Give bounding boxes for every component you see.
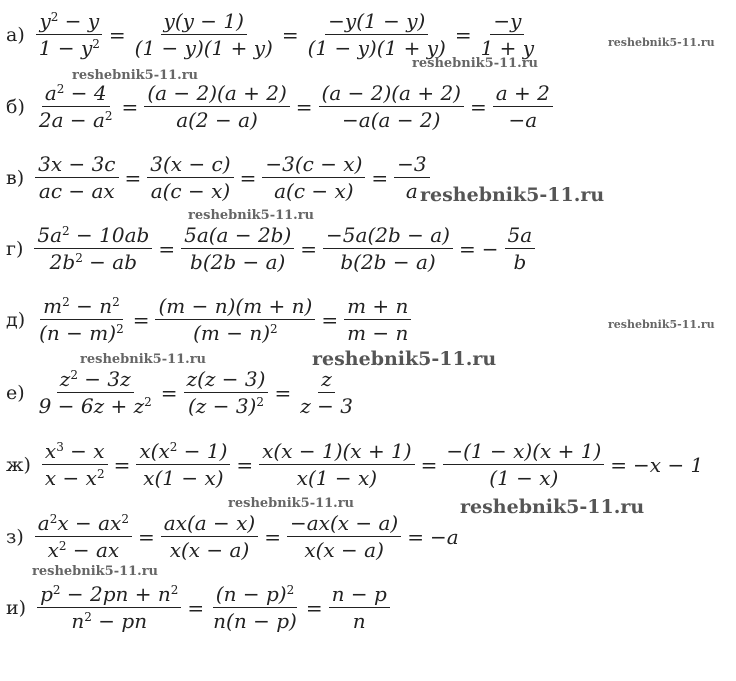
fraction: $\frac{x^3 - x}{x - x^2}$ xyxy=(42,438,108,491)
watermark: reshebnik5-11.ru xyxy=(72,68,199,83)
fraction: $\frac{a^2x - ax^2}{x^2 - ax}$ xyxy=(35,510,132,563)
watermark: reshebnik5-11.ru xyxy=(188,208,315,223)
fraction: $\frac{m + n}{m - n}$ xyxy=(344,293,411,346)
line-e: е) $\frac{z^2 - 3z}{9 - 6z + z^2}$ = $\frac{z(z - 3)}{(z - 3)^2}$ = $\frac{z}{z - 3}$ xyxy=(6,366,359,419)
watermark: reshebnik5-11.ru xyxy=(420,184,605,206)
fraction: $\frac{(a - 2)(a + 2)}{a(2 - a)}$ xyxy=(144,80,289,133)
label-zh: ж) xyxy=(6,453,31,476)
label-g: г) xyxy=(6,237,24,260)
fraction: $\frac{-5a(2b - a)}{b(2b - a)}$ xyxy=(323,222,453,275)
line-v: в) $\frac{3x - 3c}{ac - ax}$ = $\frac{3(x - c)}{a(c - x)}$ = $\frac{-3(c - x)}{a(c - x)}$ = $\frac{-3}{a}$ xyxy=(6,151,433,204)
watermark: reshebnik5-11.ru xyxy=(312,348,497,370)
fraction: $\frac{p^2 - 2pn + n^2}{n^2 - pn}$ xyxy=(37,581,181,634)
line-b: б) $\frac{a^2 - 4}{2a - a^2}$ = $\frac{(a - 2)(a + 2)}{a(2 - a)}$ = $\frac{(a - 2)(a + 2)}{-a(a - 2)}$ = $\frac{a + 2}{-a}$ xyxy=(6,80,556,133)
fraction: $\frac{5a}{b}$ xyxy=(505,222,536,275)
fraction: $\frac{z(z - 3)}{(z - 3)^2}$ xyxy=(184,366,269,419)
line-zh: ж) $\frac{x^3 - x}{x - x^2}$ = $\frac{x(x^2 - 1)}{x(1 - x)}$ = $\frac{x(x - 1)(x + 1)}{x(1 - x)}$ = $\frac{-(1 - x)(x + 1)}{(1 - x)}$ = −x − 1 xyxy=(6,439,704,490)
label-a: а) xyxy=(6,23,25,46)
label-z: з) xyxy=(6,525,24,548)
fraction: $\frac{m^2 - n^2}{(n - m)^2}$ xyxy=(39,294,124,345)
fraction: $\frac{-(1 - x)(x + 1)}{(1 - x)}$ xyxy=(443,438,604,491)
fraction: $\frac{a^2 - 4}{2a - a^2}$ xyxy=(38,81,113,132)
fraction: $\frac{3(x - c)}{a(c - x)}$ xyxy=(147,151,233,204)
label-d: д) xyxy=(6,308,26,331)
watermark: reshebnik5-11.ru xyxy=(412,56,539,71)
fraction: $\frac{n - p}{n}$ xyxy=(329,581,390,634)
line-z: з) $\frac{a^2x - ax^2}{x^2 - ax}$ = $\frac{ax(a - x)}{x(x - a)}$ = $\frac{-ax(x - a)}{x(x - a)}$ = −a xyxy=(6,511,459,562)
fraction: $\frac{(a - 2)(a + 2)}{-a(a - 2)}$ xyxy=(319,80,464,133)
result: −x − 1 xyxy=(633,452,704,477)
fraction: $\frac{(m - n)(m + n)}{(m - n)^2}$ xyxy=(155,293,315,346)
fraction: $\frac{z^2 - 3z}{9 - 6z + z^2}$ xyxy=(38,367,152,418)
fraction: $\frac{-3(c - x)}{a(c - x)}$ xyxy=(262,151,365,204)
fraction: $\frac{ax(a - x)}{x(x - a)}$ xyxy=(161,510,258,563)
watermark: reshebnik5-11.ru xyxy=(228,496,355,511)
fraction: $\frac{3x - 3c}{ac - ax}$ xyxy=(35,151,118,204)
line-g: г) $\frac{5a^2 - 10ab}{2b^2 - ab}$ = $\frac{5a(a - 2b)}{b(2b - a)}$ = $\frac{-5a(2b - a)}{b(2b - a)}$ = − $\frac{5a}{b}$ xyxy=(6,222,538,275)
fraction: $\frac{5a(a - 2b)}{b(2b - a)}$ xyxy=(181,222,294,275)
line-a: а) $\frac{y^2 - y}{1 - y^2}$ = $\frac{y(y - 1)}{(1 - y)(1 + y)}$ = $\frac{-y(1 - y)}{(1 - y)(1 + y)}$ = $\frac{-y}{1 + y}$ xyxy=(6,8,540,61)
label-b: б) xyxy=(6,95,25,118)
fraction: $\frac{x(x - 1)(x + 1)}{x(1 - x)}$ xyxy=(259,438,414,491)
line-d: д) $\frac{m^2 - n^2}{(n - m)^2}$ = $\frac{(m - n)(m + n)}{(m - n)^2}$ = $\frac{m + n}{m - n}$ xyxy=(6,293,414,346)
line-i: и) $\frac{p^2 - 2pn + n^2}{n^2 - pn}$ = $\frac{(n - p)^2}{n(n - p)}$ = $\frac{n - p}{n}$ xyxy=(6,581,393,634)
label-v: в) xyxy=(6,166,25,189)
result: −a xyxy=(430,524,459,549)
watermark: reshebnik5-11.ru xyxy=(32,564,159,579)
fraction: $\frac{a + 2}{-a}$ xyxy=(493,80,553,133)
fraction: $\frac{-3}{a}$ xyxy=(394,151,429,204)
fraction: $\frac{y(y - 1)}{(1 - y)(1 + y)}$ xyxy=(134,9,273,60)
watermark: reshebnik5-11.ru xyxy=(608,318,715,331)
watermark: reshebnik5-11.ru xyxy=(608,36,715,49)
watermark: reshebnik5-11.ru xyxy=(80,352,207,367)
fraction: $\frac{-y(1 - y)}{(1 - y)(1 + y)}$ xyxy=(307,9,446,60)
fraction: $\frac{5a^2 - 10ab}{2b^2 - ab}$ xyxy=(34,222,152,275)
fraction: $\frac{-ax(x - a)}{x(x - a)}$ xyxy=(287,510,401,563)
fraction: $\frac{-y}{1 + y}$ xyxy=(480,9,535,60)
label-i: и) xyxy=(6,596,27,619)
fraction: $\frac{z}{z - 3}$ xyxy=(300,367,353,418)
label-e: е) xyxy=(6,381,25,404)
watermark: reshebnik5-11.ru xyxy=(460,496,645,518)
fraction: $\frac{(n - p)^2}{n(n - p)}$ xyxy=(213,582,297,633)
fraction: $\frac{x(x^2 - 1)}{x(1 - x)}$ xyxy=(136,438,230,491)
fraction: $\frac{y^2 - y}{1 - y^2}$ xyxy=(36,8,103,61)
